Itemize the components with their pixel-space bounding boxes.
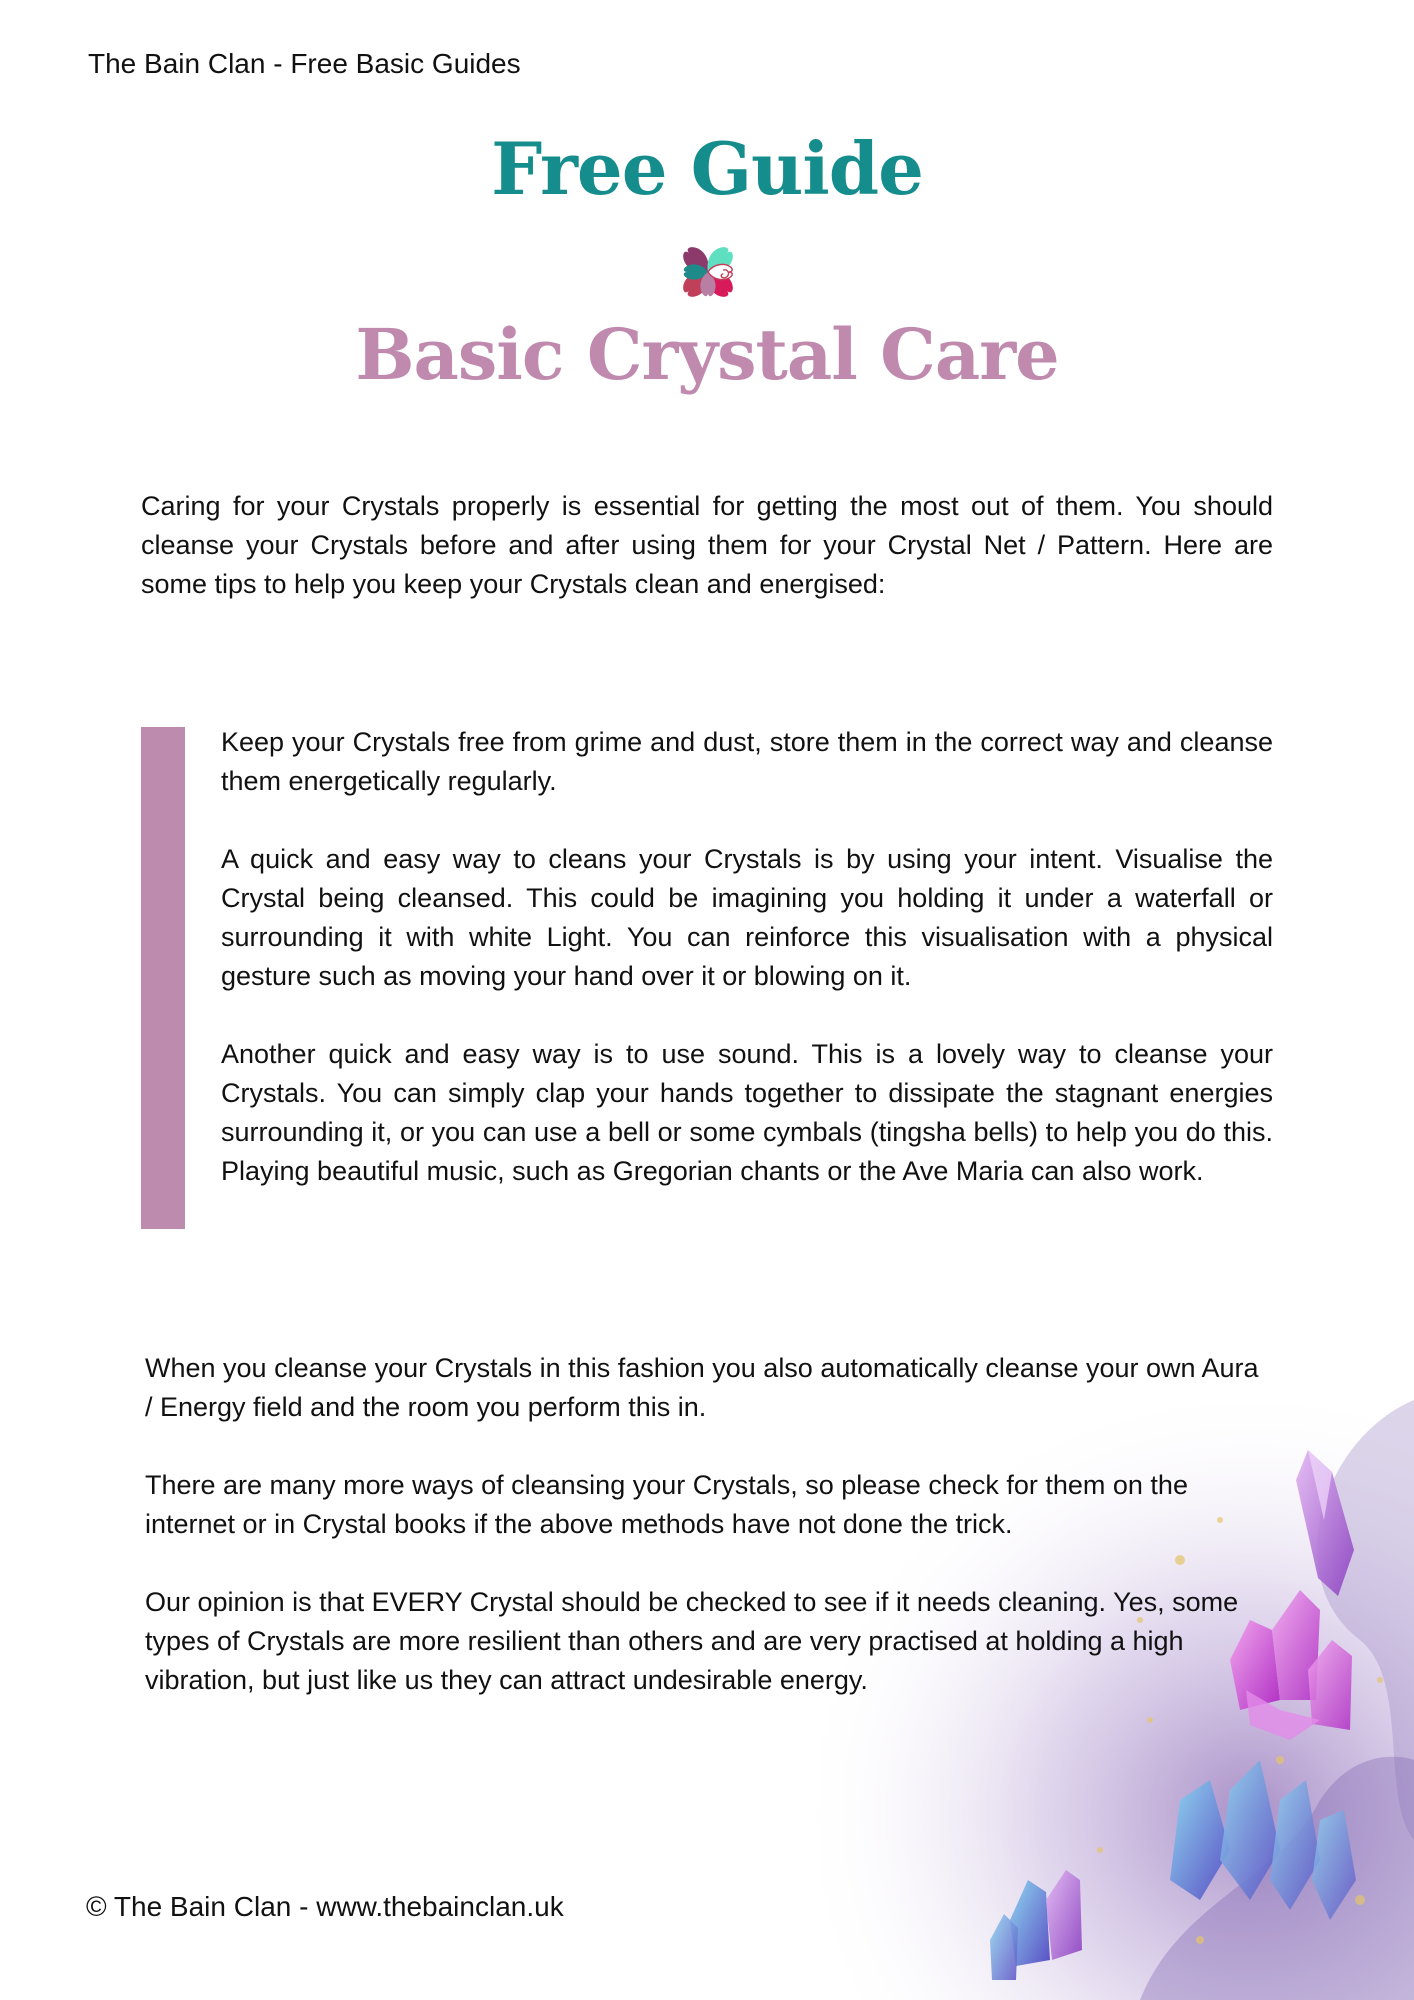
- quote-accent-bar: [141, 727, 185, 1229]
- closing-section: [145, 1349, 1265, 1739]
- page-header: The Bain Clan - Free Basic Guides: [88, 48, 521, 79]
- body-paragraph: Our opinion is that EVERY Crystal should be checked to see if it needs cleaning. Yes, some types of Crystals are more resilient than others and are very practised at holding a high vibration, but just like us they can attract undesirable energy.: [145, 1587, 1239, 1695]
- body-paragraph: When you cleanse your Crystals in this fashion you also automatically cleanse your own Aura / Energy field and the room you perform this in.: [145, 1353, 1259, 1422]
- tip-paragraph: Keep your Crystals free from grime and dust, store them in the correct way and cleanse them energetically regularly.: [221, 727, 1273, 796]
- flower-logo-icon: [670, 234, 746, 310]
- tips-block: [221, 723, 1273, 1230]
- guide-title: Free Guide: [491, 126, 923, 211]
- tip-paragraph: Another quick and easy way is to use sound. This is a lovely way to cleanse your Crystals. You can simply clap your hands together to dissipate the stagnant energies surrounding it, or you can use a bell or some cymbals (tingsha bells) to help you do this. Playing beautiful music, such as Gregorian chants or the Ave Maria can also work.: [221, 1039, 1273, 1186]
- tip-paragraph: A quick and easy way to cleans your Crystals is by using your intent. Visualise the Crystal being cleansed. This could be imagining you holding it under a waterfall or surrounding it with white Light. You can reinforce this visualisation with a physical gesture such as moving your hand over it or blowing on it.: [221, 844, 1273, 991]
- guide-subtitle: Basic Crystal Care: [355, 313, 1059, 396]
- body-paragraph: There are many more ways of cleansing your Crystals, so please check for them on the internet or in Crystal books if the above methods have not done the trick.: [145, 1470, 1188, 1539]
- intro-paragraph: Caring for your Crystals properly is essential for getting the most out of them. You should cleanse your Crystals before and after using them for your Crystal Net / Pattern. Here are some tips to help you keep your Crystals clean and energised:: [141, 491, 1273, 599]
- copyright-footer: © The Bain Clan - www.thebainclan.uk: [86, 1891, 564, 1922]
